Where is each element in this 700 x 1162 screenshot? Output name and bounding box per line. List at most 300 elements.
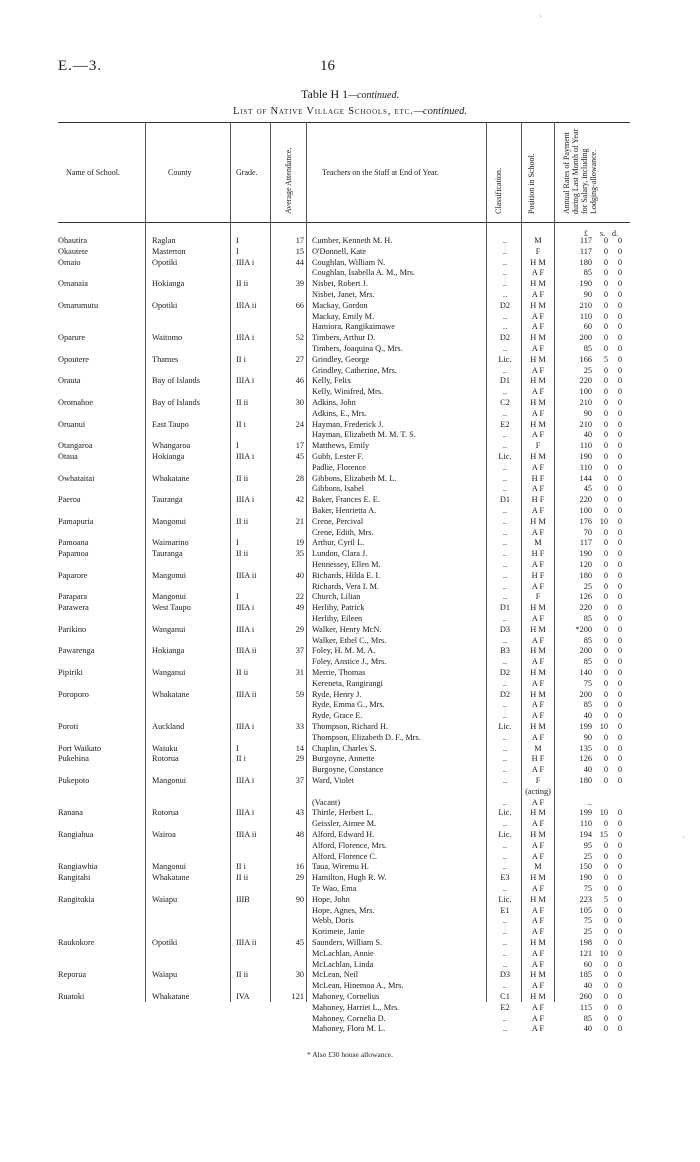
cell-school: Parawera [58,603,89,613]
table-row [0,312,700,322]
table-row [0,992,700,1002]
cell-cls: .. [502,441,508,451]
cell-cls: Lic. [498,354,512,364]
cell-teacher: Korimete, Janie [312,927,365,937]
cell-cls: D2 [499,300,511,310]
cell-pos: A F [531,560,545,569]
cell-grade: IIIA i [236,603,255,613]
cell-salary-l: 95 [583,840,592,850]
cell-pos: H M [530,873,546,883]
table-subtitle-text: List of Native Village Schools, etc. [233,106,414,117]
cell-grade: IIIA ii [236,938,257,947]
cell-salary-d: 0 [617,527,622,537]
cell-school: Rangiawhia [58,862,98,872]
cell-grade: IIIB [236,894,250,904]
cell-school: Rangiahua [58,830,94,839]
cell-att: 33 [295,722,304,731]
cell-salary-s: 0 [603,279,608,289]
cell-pos: A F [531,711,545,721]
cell-grade: II ii [236,398,249,407]
table-row [0,938,700,948]
cell-teacher: Webb, Doris [312,916,354,926]
cell-grade: II ii [236,668,249,677]
cell-salary-d: 0 [617,646,622,656]
cell-att: 16 [295,862,304,872]
cell-grade: II ii [236,516,249,526]
cell-salary-s: 0 [603,311,608,321]
table-row [0,279,700,289]
cell-salary-s: 0 [603,398,608,407]
cell-county: Masterton [152,246,186,256]
page-number: 16 [320,58,335,74]
cell-pos: H M [530,689,546,699]
cell-county: Wanganui [152,668,186,677]
cell-teacher: Adkins, E., Mrs. [312,408,367,418]
cell-pos: A F [531,916,545,926]
cell-school: Omanaia [58,279,88,289]
cell-school: Pipiriki [58,668,83,677]
cell-teacher: Kelly, Felix [312,376,352,386]
header-classification [494,168,503,214]
cell-teacher: Alford, Florence, Mrs. [312,840,387,850]
cell-salary-l: 85 [583,268,592,278]
table-row [0,949,700,959]
cell-salary-d: 0 [617,657,622,667]
cell-cls: E2 [500,1002,510,1012]
cell-pos: H M [530,830,546,839]
cell-salary-d: 0 [617,1013,622,1023]
cell-att: 37 [295,646,304,656]
cell-school: Poroti [58,722,79,731]
cell-teacher: Taua, Wiremu H. [312,862,369,872]
table-row [0,754,700,764]
cell-att: 24 [295,419,304,429]
cell-salary-s: 0 [603,776,608,785]
cell-salary-s: 0 [603,549,608,559]
cell-grade: II i [236,754,246,764]
cell-grade: IIIA i [236,808,255,818]
cell-teacher: Nisbet, Robert J. [312,279,368,289]
cell-salary-s: 0 [603,376,608,386]
cell-salary-l: 126 [579,754,592,764]
cell-cls: .. [502,797,508,807]
cell-pos: A F [531,819,545,829]
table-row [0,592,700,602]
cell-salary-l: 40 [583,430,592,440]
cell-salary-s: 0 [603,981,608,991]
cell-salary-d: 0 [617,614,622,623]
cell-pos: H M [530,354,546,364]
cell-salary-l: 40 [583,1024,592,1034]
cell-salary-s: 0 [603,246,608,256]
cell-salary-l: 126 [579,592,592,602]
table-row [0,376,700,386]
cell-salary-d: 0 [617,624,622,634]
cell-grade: IIIA ii [236,689,257,699]
cell-grade: I [236,592,239,602]
cell-salary-d: 0 [617,311,622,321]
table-row [0,646,700,656]
cell-salary-l: 85 [583,635,592,645]
cell-cls: .. [502,311,508,321]
cell-cls: .. [502,506,508,515]
cell-pos: A F [531,905,545,915]
table-row [0,582,700,592]
cell-salary-s: 0 [603,473,608,483]
cell-teacher: Burgoyne, Annette [312,754,375,764]
cell-salary-l: 220 [579,603,592,613]
cell-pos: A F [531,365,545,375]
cell-salary-s: 0 [603,570,608,580]
cell-county: Whakatane [152,689,190,699]
cell-county: Opotiki [152,257,178,267]
cell-att: 44 [295,257,304,267]
header-top-rule [58,122,630,123]
table-row [0,916,700,926]
cell-pos: M [534,862,542,872]
cell-cls: .. [502,592,508,602]
cell-cls: .. [502,700,508,710]
cell-teacher: McLean, Hinemoa A., Mrs. [312,981,404,991]
table-row [0,776,700,786]
cell-salary-l: 85 [583,344,592,353]
cell-salary-d: 0 [617,408,622,418]
cell-salary-l: 150 [579,862,592,872]
cell-grade: I [236,236,239,245]
cell-salary-d: 0 [617,981,622,991]
cell-school: Pamapuria [58,516,94,526]
cell-school: Ranana [58,808,83,818]
table-row [0,679,700,689]
cell-grade: IVA [236,992,250,1001]
cell-salary-l: 45 [583,484,592,494]
cell-cls: .. [502,1024,508,1034]
table-row [0,333,700,343]
cell-pos: H M [530,333,546,343]
table-row [0,495,700,505]
cell-pos: A F [531,797,545,807]
cell-salary-s: 0 [603,970,608,980]
cell-teacher: Alford, Edward H. [312,830,375,839]
cell-teacher: Mahoney, Harriet L., Mrs. [312,1002,400,1012]
cell-cls: .. [502,927,508,937]
unit-pounds: £ [584,229,588,238]
cell-salary-l: 200 [579,333,592,343]
cell-att: 35 [295,549,304,559]
cell-salary-s: 0 [603,711,608,721]
cell-grade: I [236,246,239,256]
cell-pos: H M [530,894,546,904]
cell-salary-d: 0 [617,441,622,451]
cell-grade: IIIA i [236,452,255,461]
cell-teacher: Ryde, Grace E. [312,711,363,721]
cell-pos: A F [531,657,545,667]
cell-salary-l: 25 [583,581,592,591]
cell-salary-d: 0 [617,884,622,893]
cell-school: Oruanui [58,419,86,429]
cell-cls: .. [502,279,508,289]
cell-salary-d: 0 [617,927,622,937]
table-row [0,452,700,462]
cell-school: Rangitukia [58,894,95,904]
cell-grade: II ii [236,549,249,559]
cell-att: 22 [295,592,304,602]
table-subtitle [0,106,700,117]
cell-teacher: Coughlan, William N. [312,257,386,267]
cell-salary-l: 110 [579,819,592,829]
cell-salary-d: 0 [617,495,622,505]
cell-cls: B3 [500,646,510,656]
cell-cls: D2 [499,333,511,343]
cell-pos: A F [531,527,545,537]
cell-teacher: Walker, Henry McN. [312,624,382,634]
cell-school: Omaio [58,257,81,267]
cell-county: Wairoa [152,830,176,839]
cell-salary-d: 0 [617,938,622,947]
cell-salary-d: 0 [617,992,622,1001]
table-row [0,366,700,376]
cell-cls: .. [502,711,508,721]
cell-att: 121 [291,992,304,1001]
cell-salary-s: 10 [599,722,608,731]
cell-cls: .. [502,948,508,958]
unit-shillings: s. [600,229,606,238]
cell-pos: A F [531,408,545,418]
header-annual-rates [562,124,598,214]
cell-teacher: Ward, Violet [312,776,354,785]
cell-teacher: Burgoyne, Constance [312,765,384,775]
cell-pos: H M [530,603,546,613]
cell-salary-s: 0 [603,344,608,353]
cell-pos: H M [530,624,546,634]
cell-cls: .. [502,527,508,537]
table-row [0,355,700,365]
cell-school: Paparore [58,570,88,580]
cell-grade: II ii [236,970,249,980]
cell-pos: F [535,246,541,256]
cell-salary-s: 0 [603,905,608,915]
cell-cls: .. [502,344,508,353]
cell-salary-l: 90 [583,732,592,742]
cell-cls: .. [502,1013,508,1023]
header-name-of-school: Name of School. [66,168,120,177]
cell-county: Whakatane [152,473,190,483]
cell-salary-s: 0 [603,884,608,893]
cell-salary-d: 0 [617,722,622,731]
cell-county: Opotiki [152,300,178,310]
cell-salary-l: 190 [579,452,592,461]
cell-salary-s: 0 [603,333,608,343]
table-row [0,862,700,872]
cell-grade: I [236,743,239,753]
cell-salary-s: 0 [603,495,608,505]
cell-grade: IIIA i [236,776,255,785]
cell-pos: H F [531,549,545,559]
cell-salary-d: 0 [617,700,622,710]
cell-cls: Lic. [498,722,512,731]
cell-salary-d: 0 [617,419,622,429]
table-row [0,1024,700,1034]
cell-att: 46 [295,376,304,386]
cell-salary-l: 199 [579,808,592,818]
cell-teacher: Richards, Hilda E. I. [312,570,381,580]
cell-grade: IIIA i [236,495,255,505]
cell-salary-s: 0 [603,1002,608,1012]
cell-salary-d: 0 [617,754,622,764]
cell-salary-l: 210 [579,419,592,429]
cell-teacher: Hope, Agnes, Mrs. [312,905,375,915]
header-average-attendance [284,124,293,214]
cell-pos: H M [530,516,546,526]
cell-salary-d: 0 [617,538,622,548]
table-row [0,625,700,635]
cell-school: Omarumutu [58,300,99,310]
cell-att: 37 [295,776,304,785]
cell-salary-s: 0 [603,873,608,883]
cell-pos: H M [530,257,546,267]
table-row [0,420,700,430]
cell-teacher: Mahoney, Cornelius [312,992,380,1001]
table-row [0,819,700,829]
cell-salary-l: 200 [579,646,592,656]
table-row [0,301,700,311]
cell-pos: H F [531,754,545,764]
cell-salary-d: 0 [617,873,622,883]
cell-school: Otangaroa [58,441,93,451]
cell-salary-s: 0 [603,419,608,429]
cell-salary-s: 0 [603,678,608,688]
cell-salary-d: 0 [617,365,622,375]
cell-county: West Taupo [152,603,191,613]
table-row [0,528,700,538]
cell-pos: H M [530,452,546,461]
cell-salary-d: 0 [617,354,622,364]
cell-cls: .. [502,581,508,591]
cell-pos: H M [530,376,546,386]
table-row [0,614,700,624]
cell-salary-d: 0 [617,603,622,613]
table-row [0,247,700,257]
cell-teacher: Gubb, Lester F. [312,452,364,461]
cell-pos: A F [531,765,545,775]
cell-teacher: Mahoney, Cornelia D. [312,1013,386,1023]
table-title [0,87,700,102]
cell-salary-s: 0 [603,765,608,775]
table-row [0,506,700,516]
header-teachers: Teachers on the Staff at End of Year. [322,168,439,177]
table-row [0,549,700,559]
cell-salary-l: 220 [579,376,592,386]
cell-pos: A F [531,268,545,278]
cell-salary-l: 135 [579,743,592,753]
cell-grade: IIIA ii [236,570,257,580]
table-row [0,895,700,905]
cell-cls: .. [502,516,508,526]
footnote: * Also £30 house allowance. [306,1050,394,1059]
cell-grade: II ii [236,873,249,883]
cell-teacher: Gibbons, Isabel [312,484,365,494]
cell-teacher: Chaplin, Charles S. [312,743,377,753]
cell-salary-s: 0 [603,365,608,375]
cell-teacher: Hennessey, Ellen M. [312,560,381,569]
cell-salary-d: 0 [617,300,622,310]
cell-pos: A F [531,840,545,850]
header-bottom-rule [58,222,630,223]
cell-att: 49 [295,603,304,613]
cell-salary-s: 0 [603,236,608,245]
cell-pos: A F [531,981,545,991]
cell-teacher: Grindley, Catherine, Mrs. [312,365,397,375]
cell-cls: .. [502,462,508,472]
cell-salary-d: 0 [617,948,622,958]
cell-grade: I [236,538,239,548]
cell-salary-l: 176 [579,516,592,526]
cell-grade: IIIA i [236,257,255,267]
cell-grade: IIIA i [236,624,255,634]
cell-salary-s: 0 [603,624,608,634]
cell-teacher: Herlihy, Patrick [312,603,365,613]
cell-school: Reporua [58,970,87,980]
cell-salary-l: 70 [583,527,592,537]
cell-salary-d: 0 [617,430,622,440]
table-row [0,830,700,840]
cell-salary-d: 0 [617,1002,622,1012]
cell-att: 29 [295,624,304,634]
cell-salary-l: 140 [579,668,592,677]
cell-county: Opotiki [152,938,178,947]
cell-salary-l: 85 [583,1013,592,1023]
cell-grade: II i [236,354,246,364]
cell-pos: H M [530,668,546,677]
cell-salary-s: 0 [603,754,608,764]
table-title-continued: —continued. [348,90,399,101]
cell-cls: .. [502,657,508,667]
cell-salary-l: 60 [583,959,592,969]
cell-salary-d: 0 [617,581,622,591]
cell-cls: .. [502,430,508,440]
cell-salary-l: 199 [579,722,592,731]
cell-school: Rangitahi [58,873,91,883]
cell-teacher: McLean, Neil [312,970,359,980]
cell-cls: .. [502,981,508,991]
margin-mark: ' [540,14,542,23]
cell-teacher: Baker, Henrietta A. [312,506,377,515]
cell-salary-s: 0 [603,657,608,667]
cell-salary-d: 0 [617,506,622,515]
cell-salary-d: 0 [617,376,622,386]
cell-pos: A F [531,959,545,969]
cell-salary-s: 0 [603,441,608,451]
margin-mark: · [682,833,685,842]
table-title-text: Table H 1 [301,87,349,101]
cell-grade: II i [236,419,246,429]
cell-salary-d: 0 [617,851,622,861]
cell-county: Auckland [152,722,185,731]
table-row [0,344,700,354]
cell-salary-d: 0 [617,689,622,699]
cell-teacher: Adkins, John [312,398,356,407]
cell-pos: H M [530,970,546,980]
cell-salary-d: 0 [617,268,622,278]
cell-teacher: Geissler, Aimee M. [312,819,377,829]
cell-pos: A F [531,344,545,353]
cell-pos: H F [531,473,545,483]
cell-school: Paeroa [58,495,81,505]
cell-salary-d: 0 [617,905,622,915]
cell-pos: A F [531,581,545,591]
cell-pos: H M [530,398,546,407]
cell-cls: .. [502,916,508,926]
